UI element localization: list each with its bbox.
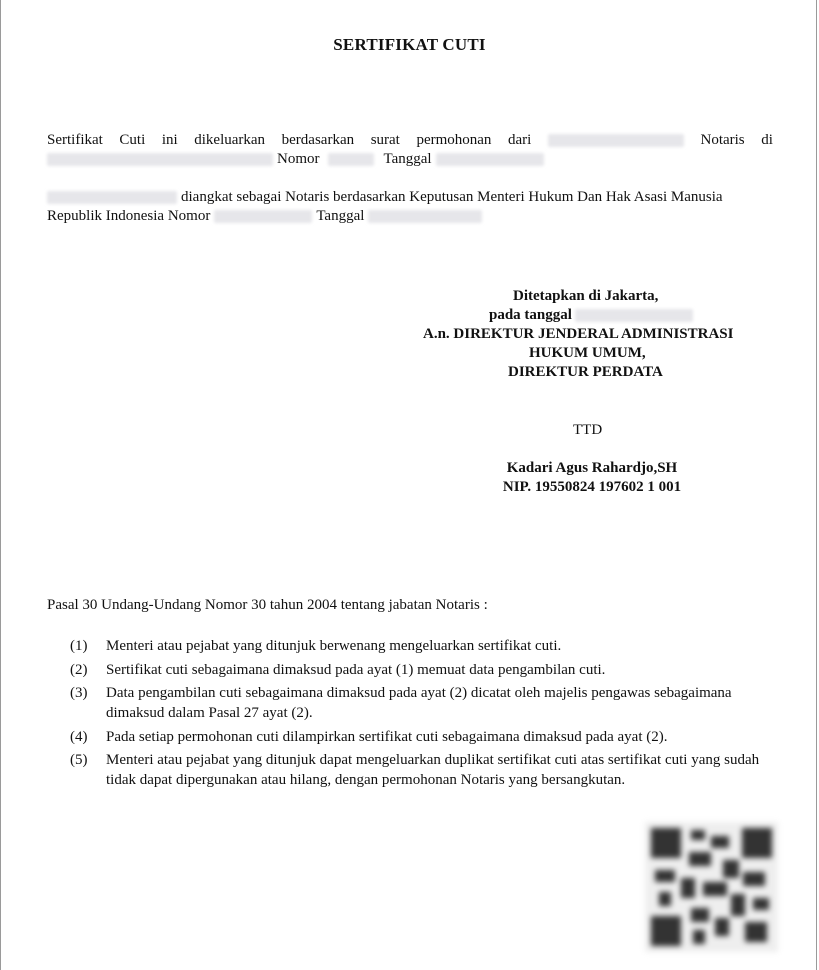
nomor-label: Nomor [277,151,320,167]
text-word: Notaris [700,132,745,148]
item-number: (5) [70,752,88,768]
appointment-paragraph [47,188,773,226]
date-label: pada tanggal [489,307,572,323]
text-word: dari [508,132,532,148]
text-word: ini [161,132,178,148]
issuance-paragraph [47,131,773,169]
text-word: permohonan [416,132,492,148]
law-item-list [70,636,770,794]
text-word: di [761,132,773,148]
redacted-notary-name [47,191,177,204]
qr-code-icon [645,822,778,952]
list-item [70,727,770,747]
item-text: Sertifikat cuti sebagaimana dimaksud pada ayat (1) memuat data pengambilan cuti. [106,661,606,678]
appointment-text: diangkat sebagai Notaris berdasarkan Keputusan Menteri Hukum Dan Hak Asasi Manusia [181,189,723,205]
text-word: dikeluarkan [194,132,266,148]
redacted-number [328,153,374,166]
redacted-applicant-name [548,134,684,147]
item-text: Menteri atau pejabat yang ditunjuk dapat mengeluarkan duplikat sertifikat cuti atas sertifikat cuti yang sudah tidak dapat dipergunakan atau hilang, dengan permohonan Notaris yang bersangkutan. [106,752,760,788]
position-line: DIREKTUR PERDATA [508,364,663,380]
text-word: Cuti [119,132,146,148]
item-text: Pada setiap permohonan cuti dilampirkan sertifikat cuti sebagaimana dimaksud pada ayat (2). [106,728,668,745]
place-line: Ditetapkan di Jakarta, [513,288,659,304]
tanggal-label: Tanggal [383,151,432,167]
document-title: SERTIFIKAT CUTI [333,35,486,54]
list-item [70,750,770,790]
text-word: Sertifikat [47,132,103,148]
republic-number-label: Republik Indonesia Nomor [47,208,211,224]
behalf-line: A.n. DIREKTUR JENDERAL ADMINISTRASI [423,326,734,342]
item-number: (1) [70,638,88,654]
list-item [70,660,770,680]
list-item [70,636,770,656]
item-number: (4) [70,728,88,745]
date-line [489,306,693,326]
list-item [70,683,770,723]
redacted-date [436,153,544,166]
tanggal-label: Tanggal [316,208,365,224]
law-intro: Pasal 30 Undang-Undang Nomor 30 tahun 2004 tentang jabatan Notaris : [47,597,488,613]
item-number: (2) [70,661,88,678]
redacted-location [47,153,273,166]
item-number: (3) [70,685,88,701]
signatory-block [487,459,697,497]
signatory-nip: NIP. 19550824 197602 1 001 [502,479,682,495]
division-line: HUKUM UMUM, [529,345,646,361]
redacted-decree-number [214,210,312,223]
text-word: surat [370,132,400,148]
ttd-mark: TTD [573,422,603,438]
redacted-issue-date [575,309,693,322]
redacted-decree-date [368,210,482,223]
text-word: berdasarkan [281,132,355,148]
item-text: Data pengambilan cuti sebagaimana dimaksud pada ayat (2) dicatat oleh majelis pengawas sebagaimana dimaksud dalam Pasal 27 ayat (2). [106,685,732,721]
item-text: Menteri atau pejabat yang ditunjuk berwenang mengeluarkan sertifikat cuti. [106,638,562,654]
signatory-name: Kadari Agus Rahardjo,SH [506,460,678,476]
